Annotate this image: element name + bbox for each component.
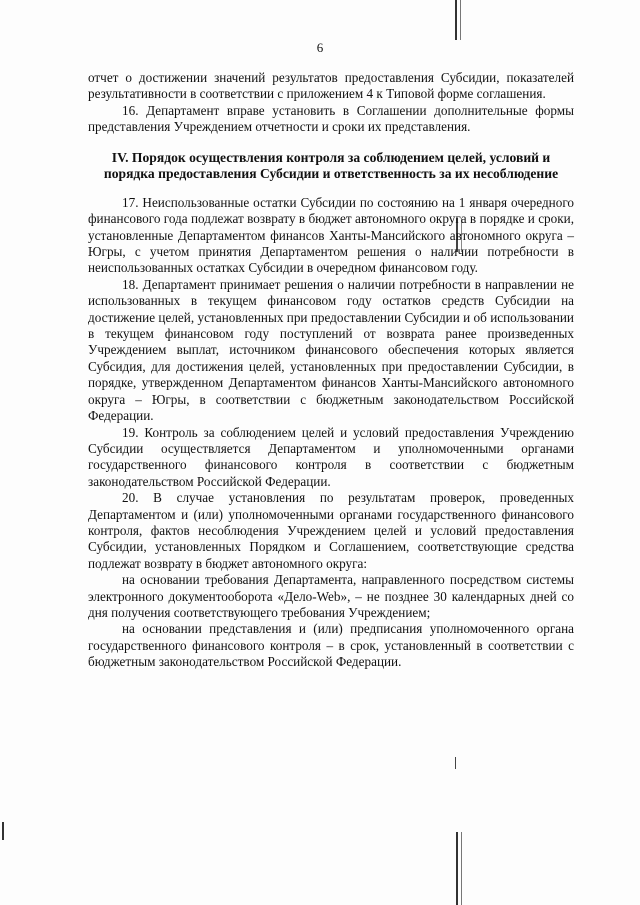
document-body — [88, 70, 574, 671]
paragraph-20-item-b: на основании представления и (или) предписания уполномоченного органа государственного финансового контроля – в срок, установленный в соответствии с бюджетным законодательством Российской Федерации. — [88, 621, 574, 670]
paragraph-20-item-a: на основании требования Департамента, направленного посредством системы электронного документооборота «Дело-Web», – не позднее 30 календарных дней со дня получения соответствующего требования Учреждением; — [88, 572, 574, 620]
scan-artefact-top — [455, 0, 457, 40]
paragraph-17: 17. Неиспользованные остатки Субсидии по состоянию на 1 января очередного финансового года подлежат возврату в бюджет автономного округа в порядке и сроки, установленные Департаментом финансов Ханты-Мансийского автономного округа – Югры, с учетом принятия Департаментом решения о наличии потребности в неиспользованных остатках Субсидии в очередном финансовом году. — [88, 194, 574, 276]
paragraph-18: 18. Департамент принимает решения о наличии потребности в направлении не использованных в текущем финансовом году остатков средств Субсидии на достижение целей, установленных при предоставлении Субсидии и об использовании в текущем финансовом году поступлений от возврата ранее произведенных Учреждением выплат, источником финансового обеспечения которых является Субсидия, для достижения целей, установленных при предоставлении Субсидии, в порядке, утвержденном Департаментом финансов Ханты-Мансийского автономного округа – Югры, в соответствии с бюджетным законодательством Российской Федерации. — [88, 276, 574, 424]
scan-artefact-bottom-2 — [461, 832, 462, 905]
page-number: 6 — [316, 40, 324, 55]
scan-artefact-lower — [455, 757, 456, 769]
paragraph-20: 20. В случае установления по результатам проверок, проведенных Департаментом и (или) уполномоченными органами государственного финансового контроля, фактов несоблюдения Учреждением целей и условий предоставления Субсидии, установленных Порядком и Соглашением, соответствующие средства подлежат возврату в бюджет автономного округа: — [88, 490, 574, 571]
scan-artefact-bottom — [456, 832, 458, 905]
paragraph-19: 19. Контроль за соблюдением целей и условий предоставления Учреждению Субсидии осуществляется Департаментом и уполномоченными органами государственного финансового контроля в соответствии с бюджетным законодательством Российской Федерации. — [88, 424, 574, 489]
scan-artefact-top-2 — [460, 0, 461, 40]
paragraph-16: 16. Департамент вправе установить в Соглашении дополнительные формы представления Учреждением отчетности и сроки их представления. — [88, 102, 574, 135]
section-heading: IV. Порядок осуществления контроля за соблюдением целей, условий и порядка предоставления Субсидии и ответственность за их несоблюдение — [103, 149, 559, 182]
scan-artefact-left-margin — [2, 822, 4, 840]
paragraph-continuation: отчет о достижении значений результатов предоставления Субсидии, показателей результативности в соответствии с приложением 4 к Типовой форме соглашения. — [88, 70, 574, 102]
